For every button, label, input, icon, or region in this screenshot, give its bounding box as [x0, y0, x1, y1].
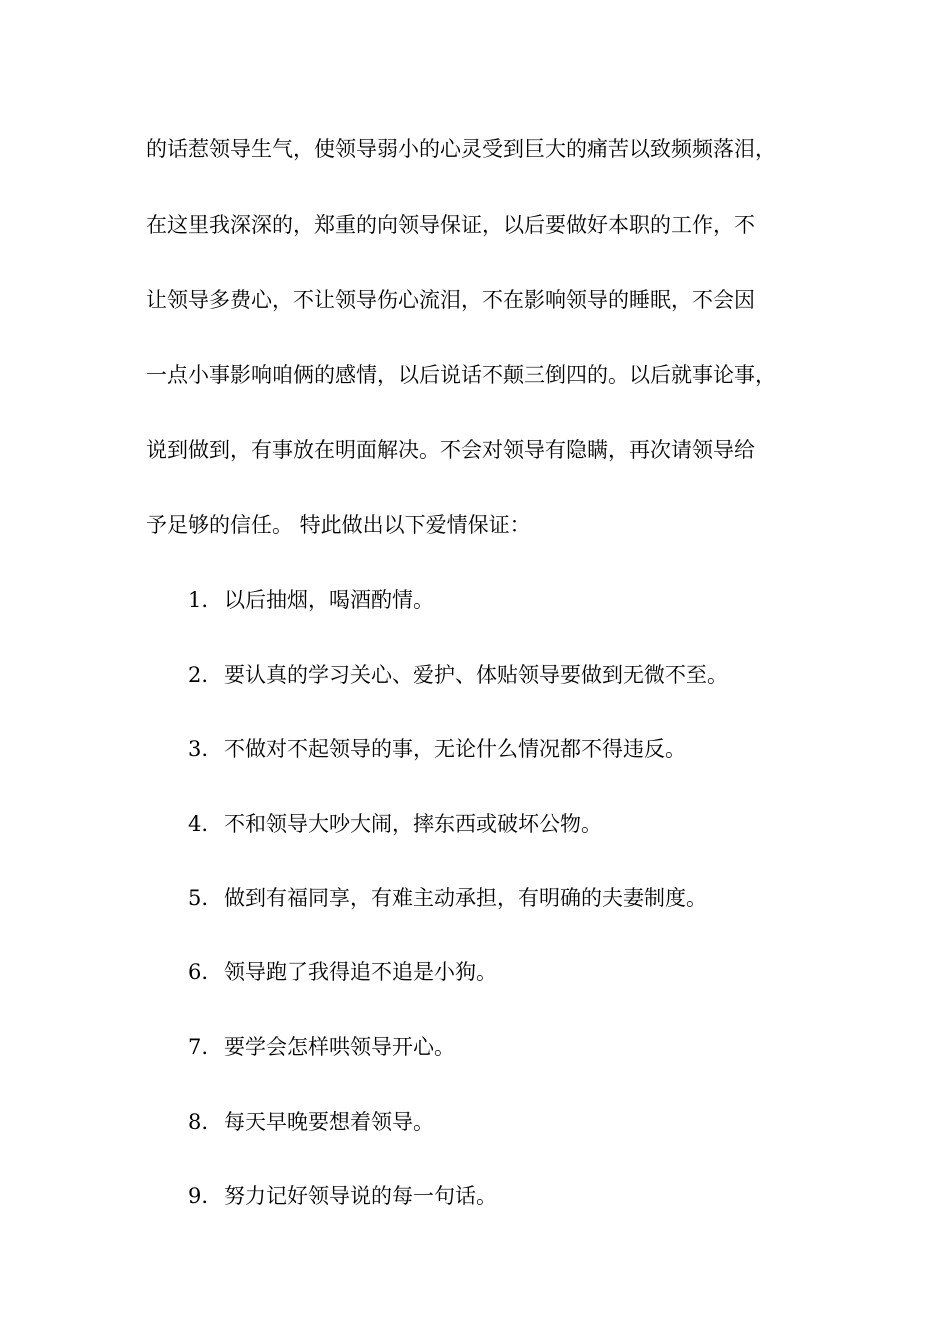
list-item-number: 5.	[188, 886, 209, 910]
list-item-number: 1.	[188, 588, 209, 612]
list-item-text: 要学会怎样哄领导开心。	[224, 1035, 455, 1059]
paragraph-line: 让领导多费心，不让领导伤心流泪，不在影响领导的睡眠，不会因	[146, 288, 755, 312]
list-item-text: 做到有福同享，有难主动承担，有明确的夫妻制度。	[224, 886, 707, 910]
list-item-number: 8.	[188, 1110, 209, 1134]
list-item-number: 2.	[188, 663, 209, 687]
list-item-text: 努力记好领导说的每一句话。	[224, 1184, 497, 1208]
paragraph-line: 的话惹领导生气，使领导弱小的心灵受到巨大的痛苦以致频频落泪，	[146, 137, 776, 161]
paragraph-line: 在这里我深深的，郑重的向领导保证，以后要做好本职的工作，不	[146, 213, 755, 237]
list-item-text: 领导跑了我得追不追是小狗。	[224, 960, 497, 984]
list-item-text: 要认真的学习关心、爱护、体贴领导要做到无微不至。	[224, 663, 728, 687]
list-item-number: 4.	[188, 812, 209, 836]
list-item-text: 不和领导大吵大闹，摔东西或破坏公物。	[224, 812, 602, 836]
paragraph-line: 说到做到，有事放在明面解决。不会对领导有隐瞒，再次请领导给	[146, 438, 755, 462]
list-item-number: 3.	[188, 737, 209, 761]
list-item-number: 9.	[188, 1184, 209, 1208]
list-item-text: 每天早晚要想着领导。	[224, 1110, 434, 1134]
paragraph-line: 一点小事影响咱俩的感情，以后说话不颠三倒四的。以后就事论事，	[146, 363, 776, 387]
list-item-number: 6.	[188, 960, 209, 984]
paragraph-line: 予足够的信任。 特此做出以下爱情保证：	[146, 513, 531, 537]
list-item-text: 不做对不起领导的事，无论什么情况都不得违反。	[224, 737, 686, 761]
list-item-text: 以后抽烟，喝酒酌情。	[224, 588, 434, 612]
list-item-number: 7.	[188, 1035, 209, 1059]
